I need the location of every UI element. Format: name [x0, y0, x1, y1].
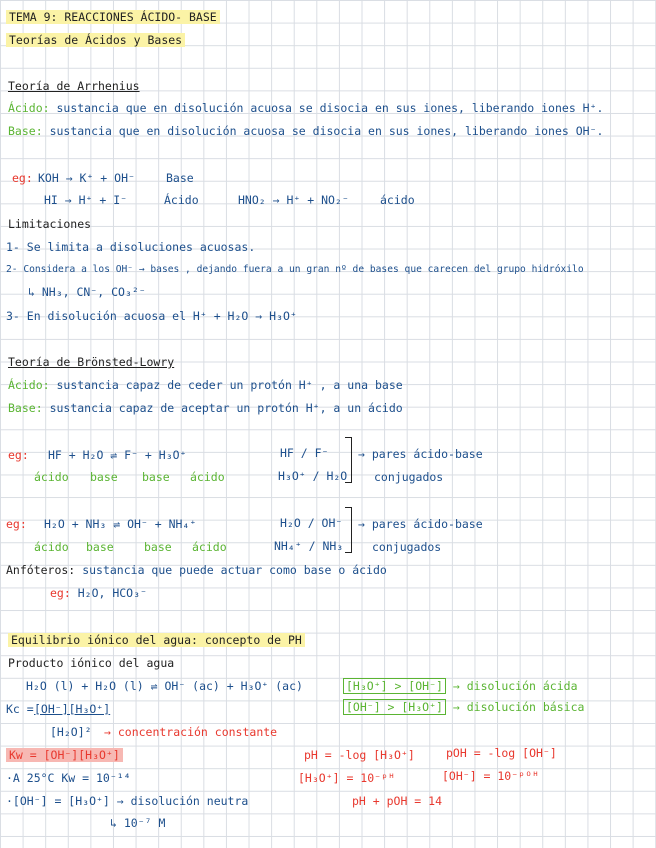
anfoteros-label: Anfóteros: — [6, 563, 76, 577]
eg1-pair-1: HF / F⁻ — [280, 446, 329, 460]
basic-condition: [OH⁻] > [H₃O⁺] → disolución básica — [343, 700, 584, 714]
eg2-conjugados-label: conjugados — [372, 540, 442, 554]
producto-heading: Producto iónico del agua — [8, 656, 175, 670]
h3o-from-ph: [H₃O⁺] = 10⁻ᵖᴴ — [298, 771, 395, 785]
ph-poh-sum: pH + pOH = 14 — [352, 794, 443, 808]
bronsted-heading: Teoría de Brönsted-Lowry — [8, 355, 175, 369]
eg1-bracket — [345, 437, 352, 483]
arrhenius-eg3-type: ácido — [380, 193, 415, 207]
eg1-role-1: ácido — [34, 470, 69, 484]
arrhenius-eg1-type: Base — [166, 171, 194, 185]
kc-label: Kc = — [6, 702, 34, 716]
bronsted-eg1-eq: HF + H₂O ⇌ F⁻ + H₃O⁺ — [48, 448, 187, 462]
page-subtitle: Teorías de Ácidos y Bases — [6, 33, 185, 47]
eg1-conjugados-label: conjugados — [374, 470, 444, 484]
bronsted-eg2-eq: H₂O + NH₃ ⇌ OH⁻ + NH₄⁺ — [44, 517, 197, 531]
acid-condition: [H₃O⁺] > [OH⁻] → disolución ácida — [343, 679, 578, 693]
neutral-condition: ·[OH⁻] = [H₃O⁺] → disolución neutra — [6, 794, 249, 808]
oh-from-poh: [OH⁻] = 10⁻ᵖᴼᴴ — [442, 769, 539, 783]
kc-note: → concentración constante — [104, 725, 278, 739]
arrhenius-base-def — [8, 124, 603, 138]
ph-definition: pH = -log [H₃O⁺] — [304, 748, 415, 762]
base-label: Base: — [8, 124, 43, 138]
bronsted-acid-def — [8, 378, 403, 392]
kc-denominator: [H₂O]² — [50, 725, 92, 739]
arrhenius-eg3-eq: HNO₂ → H⁺ + NO₂⁻ — [238, 193, 349, 207]
eg2-pair-1: H₂O / OH⁻ — [280, 516, 343, 530]
eg1-pair-2: H₃O⁺ / H₂O — [278, 469, 348, 483]
limitation-2-examples: ↳ NH₃, CN⁻, CO₃²⁻ — [28, 285, 146, 299]
poh-definition: pOH = -log [OH⁻] — [446, 746, 557, 760]
arrhenius-eg1-eq: KOH → K⁺ + OH⁻ — [38, 171, 135, 185]
eg1-pares-label: → pares ácido-base — [358, 447, 483, 461]
bronsted-eg2-label: eg: — [6, 517, 27, 531]
acid-text: sustancia capaz de ceder un protón H⁺ , a una base — [56, 378, 403, 392]
arrhenius-eg2-type: Ácido — [164, 193, 199, 207]
limitation-3: 3- En disolución acuosa el H⁺ + H₂O → H₃O⁺ — [6, 309, 297, 323]
limitation-2: 2- Considera a los OH⁻ → bases , dejando fuera a un gran nº de bases que carecen del grupo hidróxilo — [6, 264, 584, 275]
eg2-bracket — [345, 507, 352, 553]
eg2-role-1: ácido — [34, 540, 69, 554]
acid-label: Ácido: — [8, 378, 50, 392]
neutral-value: ↳ 10⁻⁷ M — [110, 816, 166, 830]
bronsted-base-def — [8, 401, 403, 415]
eg2-role-2: base — [86, 540, 114, 554]
eg2-role-3: base — [144, 540, 172, 554]
water-reaction: H₂O (l) + H₂O (l) ⇌ OH⁻ (ac) + H₃O⁺ (ac) — [26, 679, 303, 693]
eg2-role-4: ácido — [192, 540, 227, 554]
kw-definition: Kw = [OH⁻][H₃O⁺] — [6, 748, 123, 762]
arrhenius-acid-def — [8, 101, 603, 115]
eg2-pair-2: NH₄⁺ / NH₃ — [274, 539, 344, 553]
anfoteros-def — [6, 563, 387, 577]
kc-numerator: [OH⁻][H₃O⁺] — [34, 702, 111, 716]
anfoteros-text: sustancia que puede actuar como base o ácido — [82, 563, 387, 577]
equilibrio-heading: Equilibrio iónico del agua: concepto de PH — [8, 633, 305, 647]
base-label: Base: — [8, 401, 43, 415]
eg2-pares-label: → pares ácido-base — [358, 517, 483, 531]
eg1-role-2: base — [90, 470, 118, 484]
kw-value: ·A 25°C Kw = 10⁻¹⁴ — [6, 771, 131, 785]
limitation-1: 1- Se limita a disoluciones acuosas. — [6, 240, 256, 254]
bronsted-eg1-label: eg: — [8, 448, 29, 462]
eg1-role-4: ácido — [190, 470, 225, 484]
arrhenius-eg2-eq: HI → H⁺ + I⁻ — [44, 193, 128, 207]
arrhenius-eg-label: eg: — [12, 171, 33, 185]
eg1-role-3: base — [142, 470, 170, 484]
acid-label: Ácido: — [8, 101, 50, 115]
arrhenius-heading: Teoría de Arrhenius — [8, 79, 140, 93]
base-text: sustancia capaz de aceptar un protón H⁺, a un ácido — [49, 401, 403, 415]
page-title: TEMA 9: REACCIONES ÁCIDO- BASE — [6, 10, 220, 24]
anfoteros-eg: eg: H₂O, HCO₃⁻ — [50, 586, 147, 600]
base-text: sustancia que en disolución acuosa se disocia en sus iones, liberando iones OH⁻. — [49, 124, 604, 138]
limitaciones-heading: Limitaciones — [8, 217, 92, 231]
acid-text: sustancia que en disolución acuosa se disocia en sus iones, liberando iones H⁺. — [56, 101, 604, 115]
